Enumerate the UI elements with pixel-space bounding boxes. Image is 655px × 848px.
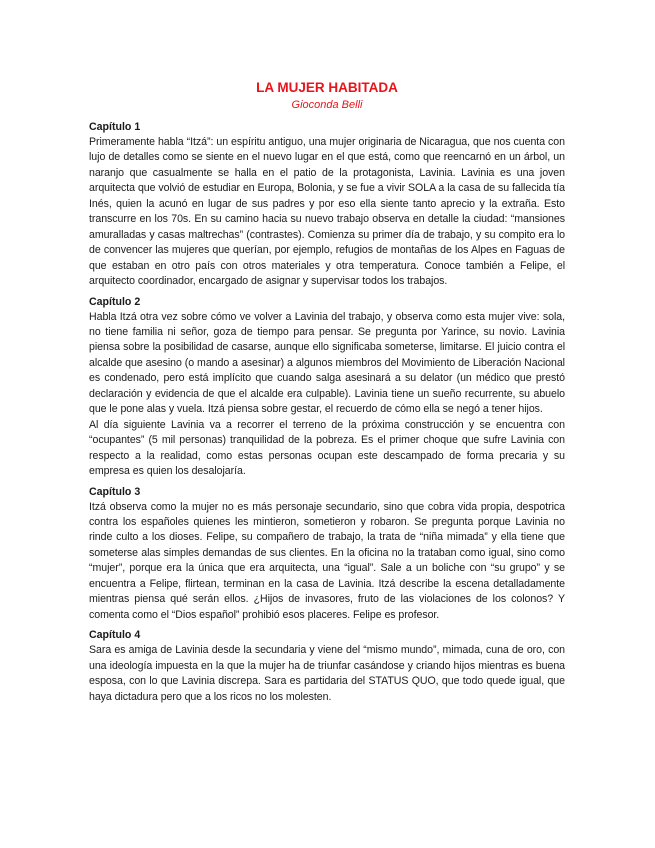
chapter-paragraph: Itzá observa como la mujer no es más personaje secundario, sino que cobra vida propia, despotrica contra los españoles quienes les mintieron, sometieron y robaron. Se pregunta porque Lavinia no rinde culto a los dioses. Felipe, su compañero de trabajo, la trata de “niña mimada” y ella tiene que someterse alas simples demandas de sus clientes. En la oficina no la trataban como igual, sino como “mujer”, porque era la única que era arquitecta, una “igual”. Sale a un boliche con “su grupo” y se encuentra a Felipe, flirtean, terminan en la casa de Lavinia. Itzá describe la escena detalladamente mientras piensa qué serán ellos. ¿Hijos de invasores, fruto de las violaciones de los colonos? Y comenta como el “Dios español” prohibió esos placeres. Felipe es profesor. [89, 500, 565, 621]
chapter-paragraph: Primeramente habla “Itzá”: un espíritu antiguo, una mujer originaria de Nicaragua, que nos cuenta con lujo de detalles como se siente en el nuevo lugar en el que está, como que reencarnó en un árbol, un naranjo que casualmente se halla en el patio de la protagonista, Lavinia. Lavinia es una joven arquitecta que volvió de estudiar en Europa, Bolonia, y se fue a vivir SOLA a la casa de su fallecida tía Inés, quien la acunó en lugar de sus padres y por eso ella siente tanto aprecio y la extraña. Esto transcurre en los 70s. En su camino hacia su nuevo trabajo observa en detalle la ciudad: “mansiones amuralladas y casas maltrechas” (contrastes). Comienza su primer día de trabajo, y su compito era lo de convencer las mujeres que querían, por ejemplo, refugios de montañas de los Alpes en Faguas de que estaban en otro país con otros materiales y otra temperatura. Conoce también a Felipe, el arquitecto coordinador, encargado de asignar y supervisar todos los trabajos. [89, 136, 565, 288]
document-author: Gioconda Belli [291, 99, 363, 111]
chapter-heading: Capítulo 2 [89, 295, 141, 308]
chapter-heading: Capítulo 4 [89, 629, 141, 642]
document-title: LA MUJER HABITADA [256, 80, 398, 95]
chapter-3 [89, 485, 565, 624]
chapter-1 [89, 120, 565, 290]
chapter-heading: Capítulo 3 [89, 485, 141, 498]
chapter-paragraph: Al día siguiente Lavinia va a recorrer el terreno de la próxima construcción y se encuentra con “ocupantes” (5 mil personas) tranquilidad de la pobreza. Es el primer choque que sufre Lavinia con respecto a la realidad, como estas personas ocupan este descampado de forma precaria y su empresa es quien los desalojaría. [89, 418, 565, 478]
chapter-paragraph: Habla Itzá otra vez sobre cómo ve volver a Lavinia del trabajo, y observa como esta mujer vive: sola, no tiene familia ni señor, goza de tiempo para pensar. Se pregunta por Yarince, su novio. Lavinia piensa sobre la posibilidad de casarse, aunque ello significaba someterse, limitarse. El juicio contra el alcalde que asesino (o mando a asesinar) a algunos miembros del Movimiento de Liberación Nacional es condenado, pero está implícito que cuando salga asesinará a su delator (un médico que prestó declaración y evidencia de que el alcalde era culpable). Lavinia tiene un sueño recurrente, su abuelo que le pone alas y vuela. Itzá piensa sobre gestar, el recuerdo de cómo ella se negó a tener hijos. [89, 310, 565, 416]
document-page [89, 80, 565, 710]
chapter-2 [89, 295, 565, 480]
chapter-4 [89, 628, 565, 705]
chapter-heading: Capítulo 1 [89, 121, 141, 133]
chapter-paragraph: Sara es amiga de Lavinia desde la secundaria y viene del “mismo mundo”, mimada, cuna de oro, con una ideología impuesta en la que la mujer ha de triunfar casándose y criando hijos mientras es buena esposa, con lo que Lavinia discrepa. Sara es partidaria del STATUS QUO, que todo quede igual, que haya dictadura pero que a los ricos no los molesten. [89, 644, 565, 703]
